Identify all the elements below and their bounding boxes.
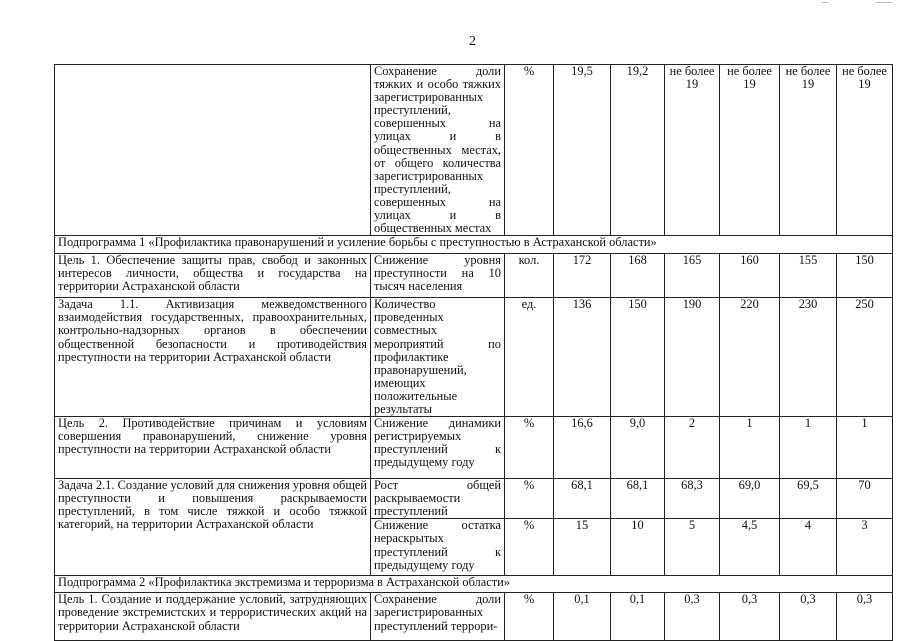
goal-cell: [55, 65, 371, 236]
value-cell: 220: [720, 298, 780, 417]
goal-cell: Цель 1. Обеспечение защиты прав, свобод и законных интересов личности, общества и государства на территории Астраханской области: [55, 254, 371, 298]
value-cell: 190: [665, 298, 720, 417]
value-cell: не более 19: [720, 65, 780, 236]
unit-cell: %: [505, 479, 554, 519]
value-cell: 155: [780, 254, 837, 298]
table-row: [55, 254, 893, 298]
value-cell: 5: [665, 519, 720, 576]
section-row: [55, 576, 893, 593]
value-cell: не более 19: [780, 65, 837, 236]
value-cell: 150: [611, 298, 665, 417]
value-cell: не более 19: [665, 65, 720, 236]
table-row: [55, 479, 893, 519]
value-cell: 69,0: [720, 479, 780, 519]
value-cell: 4: [780, 519, 837, 576]
value-cell: 68,1: [611, 479, 665, 519]
indicator-cell: Количество проведенных совместных мероприятий по профилактике правонарушений, имеющих положительные результаты: [371, 298, 505, 417]
value-cell: 0,3: [780, 593, 837, 641]
value-cell: не более 19: [837, 65, 893, 236]
goal-cell: Цель 1. Создание и поддержание условий, затрудняющих проведение экстремистских и террористических акций на территории Астраханской области: [55, 593, 371, 641]
value-cell: 250: [837, 298, 893, 417]
indicator-cell: Сохранение доли тяжких и особо тяжких зарегистрированных преступлений, совершенных на улицах и в общественных местах, от общего количества зарегистрированных преступлений, совершенных на улицах и в общественных местах: [371, 65, 505, 236]
value-cell: 0,1: [611, 593, 665, 641]
value-cell: 172: [554, 254, 611, 298]
value-cell: 0,1: [554, 593, 611, 641]
scan-mark: [822, 2, 828, 3]
table-row: [55, 417, 893, 479]
value-cell: 165: [665, 254, 720, 298]
value-cell: 230: [780, 298, 837, 417]
scan-mark: [876, 2, 892, 3]
value-cell: 69,5: [780, 479, 837, 519]
unit-cell: %: [505, 65, 554, 236]
value-cell: 0,3: [720, 593, 780, 641]
indicator-cell: Снижение уровня преступности на 10 тысяч населения: [371, 254, 505, 298]
subprogram-title: Подпрограмма 1 «Профилактика правонарушений и усиление борьбы с преступностью в Астраханской области»: [55, 236, 893, 254]
value-cell: 2: [665, 417, 720, 479]
value-cell: 16,6: [554, 417, 611, 479]
unit-cell: кол.: [505, 254, 554, 298]
table-row: [55, 65, 893, 236]
value-cell: 19,2: [611, 65, 665, 236]
goal-cell: Задача 1.1. Активизация межведомственного взаимодействия государственных, правоохранительных, контрольно-надзорных органов в обеспечении общественной безопасности и противодействия преступности на территории Астраханской области: [55, 298, 371, 417]
value-cell: 136: [554, 298, 611, 417]
value-cell: 68,1: [554, 479, 611, 519]
page-number: 2: [469, 34, 476, 49]
value-cell: 1: [837, 417, 893, 479]
value-cell: 1: [720, 417, 780, 479]
value-cell: 70: [837, 479, 893, 519]
unit-cell: %: [505, 593, 554, 641]
value-cell: 168: [611, 254, 665, 298]
indicator-cell: Снижение динамики регистрируемых преступлений к предыдущему году: [371, 417, 505, 479]
value-cell: 15: [554, 519, 611, 576]
value-cell: 19,5: [554, 65, 611, 236]
value-cell: 4,5: [720, 519, 780, 576]
value-cell: 0,3: [665, 593, 720, 641]
subprogram-title: Подпрограмма 2 «Профилактика экстремизма и терроризма в Астраханской области»: [55, 576, 893, 593]
value-cell: 3: [837, 519, 893, 576]
table-row: [55, 298, 893, 417]
indicator-cell: Сохранение доли зарегистрированных преступлений террори-: [371, 593, 505, 641]
goal-cell: Цель 2. Противодействие причинам и условиям совершения правонарушений, снижение уровня преступности на территории Астраханской области: [55, 417, 371, 479]
unit-cell: %: [505, 417, 554, 479]
indicator-cell: Снижение остатка нераскрытых преступлений к предыдущему году: [371, 519, 505, 576]
table-row: [55, 593, 893, 641]
value-cell: 68,3: [665, 479, 720, 519]
value-cell: 10: [611, 519, 665, 576]
value-cell: 9,0: [611, 417, 665, 479]
value-cell: 1: [780, 417, 837, 479]
section-row: [55, 236, 893, 254]
goal-cell: Задача 2.1. Создание условий для снижения уровня общей преступности и повышения раскрываемости преступлений, в том числе тяжкой и особо тяжкой категорий, на территории Астраханской области: [55, 479, 371, 576]
unit-cell: %: [505, 519, 554, 576]
indicator-cell: Рост общей раскрываемости преступлений: [371, 479, 505, 519]
unit-cell: ед.: [505, 298, 554, 417]
indicators-table: [54, 64, 893, 641]
value-cell: 0,3: [837, 593, 893, 641]
value-cell: 160: [720, 254, 780, 298]
value-cell: 150: [837, 254, 893, 298]
